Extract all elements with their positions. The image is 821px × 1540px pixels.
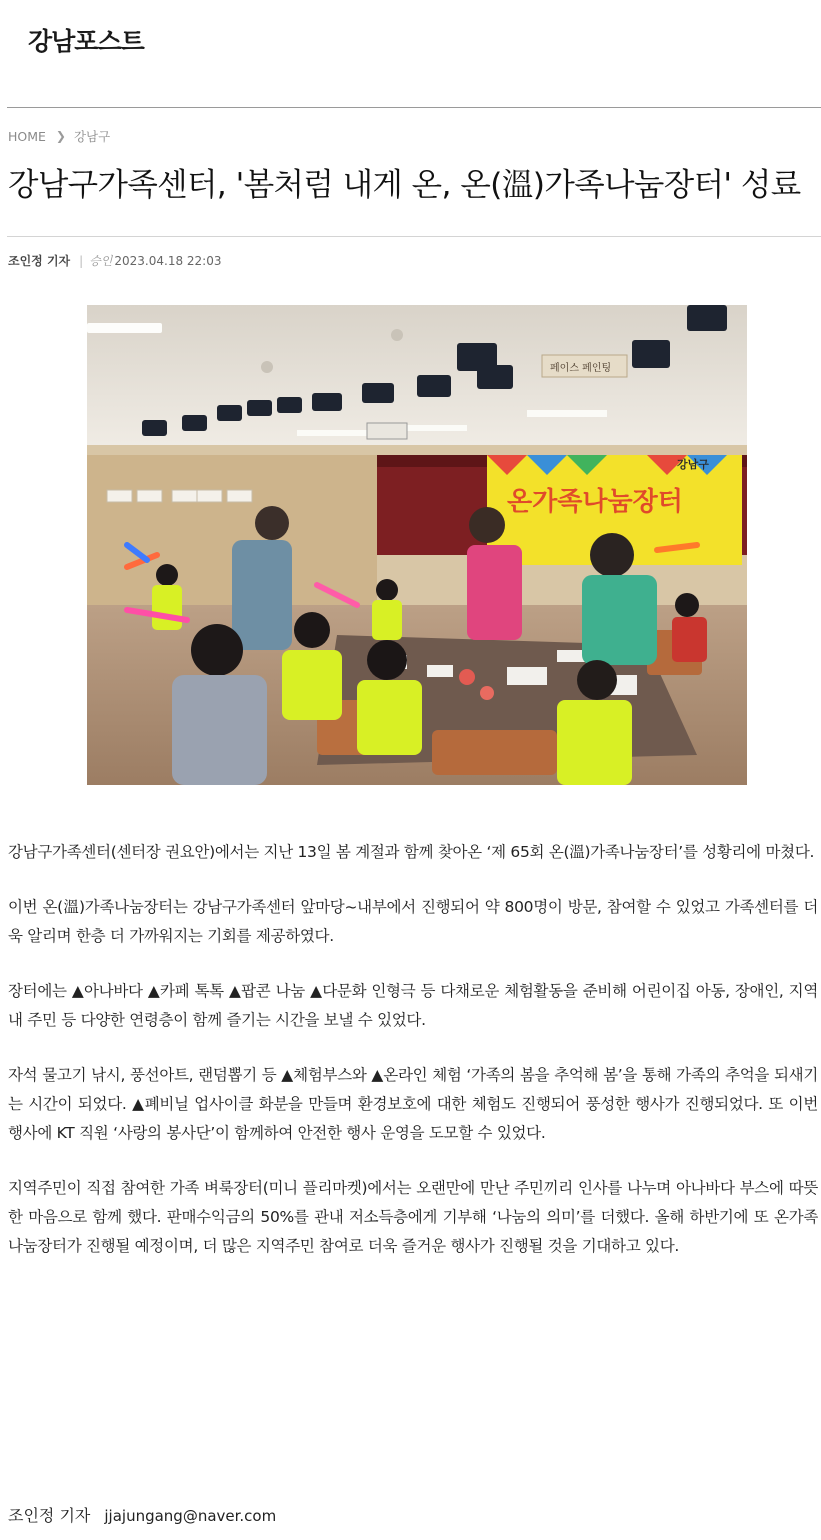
article-byline: [8, 252, 221, 269]
article-body: [8, 838, 818, 1287]
svg-text:페이스 페인팅: 페이스 페인팅: [550, 363, 612, 374]
site-logo[interactable]: 강남포스트: [28, 27, 144, 56]
breadcrumb-home-link[interactable]: HOME: [8, 128, 46, 144]
title-divider: [7, 236, 821, 237]
svg-text:강남구: 강남구: [677, 458, 709, 471]
byline-date: 2023.04.18 22:03: [114, 253, 222, 268]
article-paragraph: 이번 온(溫)가족나눔장터는 강남구가족센터 앞마당~내부에서 진행되어 약 800명이 방문, 참여할 수 있었고 가족센터를 더욱 알리며 한층 더 가까워지는 기회를 제공하였다.: [8, 898, 818, 945]
article-title: 강남구가족센터, '봄처럼 내게 온, 온(溫)가족나눔장터' 성료: [8, 167, 801, 203]
article-paragraph: 강남구가족센터(센터장 권요안)에서는 지난 13일 봄 계절과 함께 찾아온 ‘제 65회 온(溫)가족나눔장터’를 성황리에 마쳤다.: [8, 843, 815, 861]
article-paragraph: 장터에는 ▲아나바다 ▲카페 톡톡 ▲팝콘 나눔 ▲다문화 인형극 등 다채로운 체험활동을 준비해 어린이집 아동, 장애인, 지역 내 주민 등 다양한 연령층이 함께 즐기는 시간을 보낼 수 있었다.: [8, 982, 818, 1029]
breadcrumb: [8, 127, 110, 145]
byline-approved-label: 승인: [89, 254, 113, 268]
article-paragraph: 자석 물고기 낚시, 풍선아트, 랜덤뽑기 등 ▲체험부스와 ▲온라인 체험 ‘가족의 봄을 추억해 봄’을 통해 가족의 추억을 되새기는 시간이 되었다. ▲폐비닐 업사이클 화분을 만들며 환경보호에 대한 체험도 진행되어 풍성한 행사가 진행되었다. 또 이번 행사에 KT 직원 ‘사랑의 봉사단’이 함께하여 안전한 행사 운영을 도모할 수 있었다.: [8, 1066, 818, 1142]
header-divider: [7, 107, 821, 108]
chevron-right-icon: ❯: [55, 129, 66, 143]
article-paragraph: 지역주민이 직접 참여한 가족 벼룩장터(미니 플리마켓)에서는 오랜만에 만난 주민끼리 인사를 나누며 아나바다 부스에 따뜻한 마음으로 함께 했다. 판매수익금의 50%를 관내 저소득층에게 기부해 ‘나눔의 의미’를 더했다. 올해 하반기에 또 온가족나눔장터가 진행될 예정이며, 더 많은 지역주민 참여로 더욱 즐거운 행사가 진행될 것을 기대하고 있다.: [8, 1179, 818, 1255]
breadcrumb-section-link[interactable]: 강남구: [73, 129, 111, 144]
article-photo: [87, 305, 747, 785]
signature-author: 조인정 기자: [8, 1506, 91, 1525]
signature-email[interactable]: jjajungang@naver.com: [104, 1507, 277, 1525]
svg-text:온가족나눔장터: 온가족나눔장터: [507, 487, 683, 517]
byline-separator: |: [79, 253, 84, 268]
byline-author: 조인정 기자: [8, 254, 71, 268]
article-signature: [8, 1503, 276, 1526]
